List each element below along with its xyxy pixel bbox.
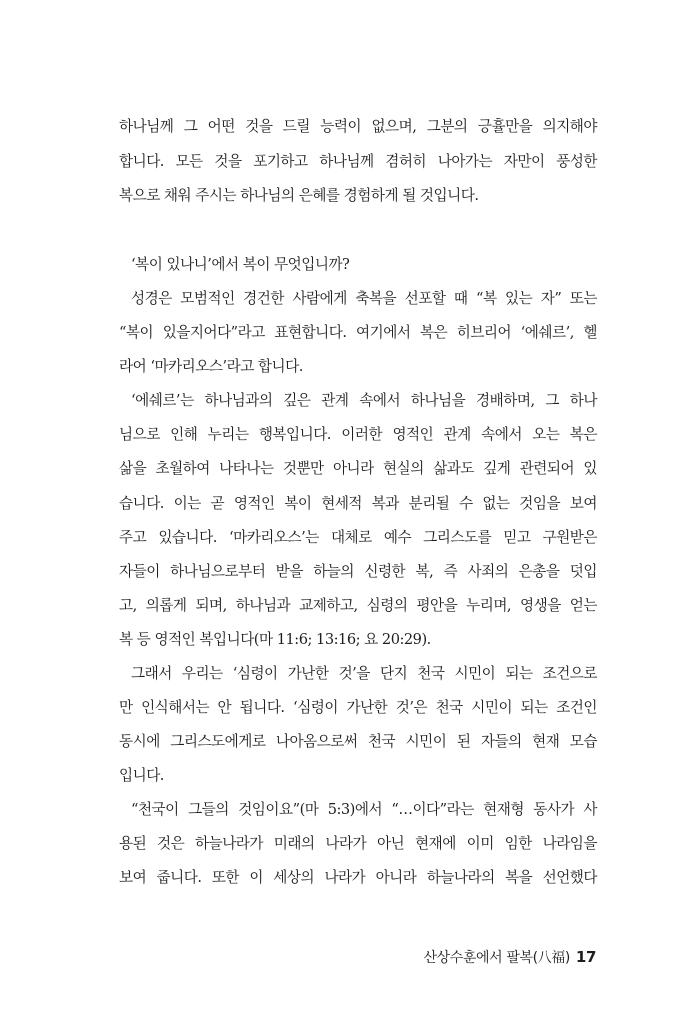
body-text-line: 합니다. 모든 것을 포기하고 하나님께 겸허히 나아가는 자만이 풍성한 (119, 153, 597, 170)
body-text-line: 삶을 초월하여 나타나는 것뿐만 아니라 현실의 삶과도 깊게 관련되어 있 (119, 460, 597, 477)
body-text-line: 복으로 채워 주시는 하나님의 은혜를 경험하게 될 것입니다. (119, 187, 479, 204)
running-title: 산상수훈에서 팔복(八福) (423, 950, 570, 966)
body-text-line: 습니다. 이는 곧 영적인 복이 현세적 복과 분리될 수 없는 것임을 보여 (119, 495, 597, 512)
body-text-line: 님으로 인해 누리는 행복입니다. 이러한 영적인 관계 속에서 오는 복은 (119, 426, 597, 443)
body-text-line: 하나님께 그 어떤 것을 드릴 능력이 없으며, 그분의 긍휼만을 의지해야 (119, 118, 597, 135)
page-footer (424, 947, 596, 968)
body-text-line: 동시에 그리스도에게로 나아옴으로써 천국 시민이 된 자들의 현재 모습 (119, 733, 597, 750)
page-number: 17 (575, 948, 596, 966)
body-text-line: 만 인식해서는 안 됩니다. ‘심령이 가난한 것’은 천국 시민이 되는 조건인 (119, 699, 597, 716)
body-text-line: 입니다. (119, 767, 164, 784)
body-text-line: 성경은 모범적인 경건한 사람에게 축복을 선포할 때 “복 있는 자” 또는 (131, 290, 597, 307)
body-text-line: 용된 것은 하늘나라가 미래의 나라가 아닌 현재에 이미 임한 나라임을 (119, 835, 597, 852)
body-text-line: 고, 의롭게 되며, 하나님과 교제하고, 심령의 평안을 누리며, 영생을 얻는 (119, 597, 597, 614)
body-text-line: 복 등 영적인 복입니다(마 11:6; 13:16; 요 20:29). (119, 631, 431, 648)
body-text-line: ‘복이 있나니’에서 복이 무엇입니까? (131, 256, 350, 273)
body-text-line: 보여 줍니다. 또한 이 세상의 나라가 아니라 하늘나라의 복을 선언했다 (119, 869, 597, 886)
body-text-line: 라어 ‘마카리오스’라고 합니다. (119, 358, 303, 375)
body-text-line: “천국이 그들의 것임이요”(마 5:3)에서 “…이다”라는 현재형 동사가 사 (131, 801, 597, 818)
body-text-line: ‘에쉐르’는 하나님과의 깊은 관계 속에서 하나님을 경배하며, 그 하나 (131, 392, 597, 409)
body-text-line: 그래서 우리는 ‘심령이 가난한 것’을 단지 천국 시민이 되는 조건으로 (131, 665, 597, 682)
body-text-line: 주고 있습니다. ‘마카리오스’는 대체로 예수 그리스도를 믿고 구원받은 (119, 529, 597, 546)
body-text-line: 자들이 하나님으로부터 받을 하늘의 신령한 복, 즉 사죄의 은총을 덧입 (119, 563, 597, 580)
body-text-line: “복이 있을지어다”라고 표현합니다. 여기에서 복은 히브리어 ‘에쉐르’, 헬 (119, 324, 597, 341)
